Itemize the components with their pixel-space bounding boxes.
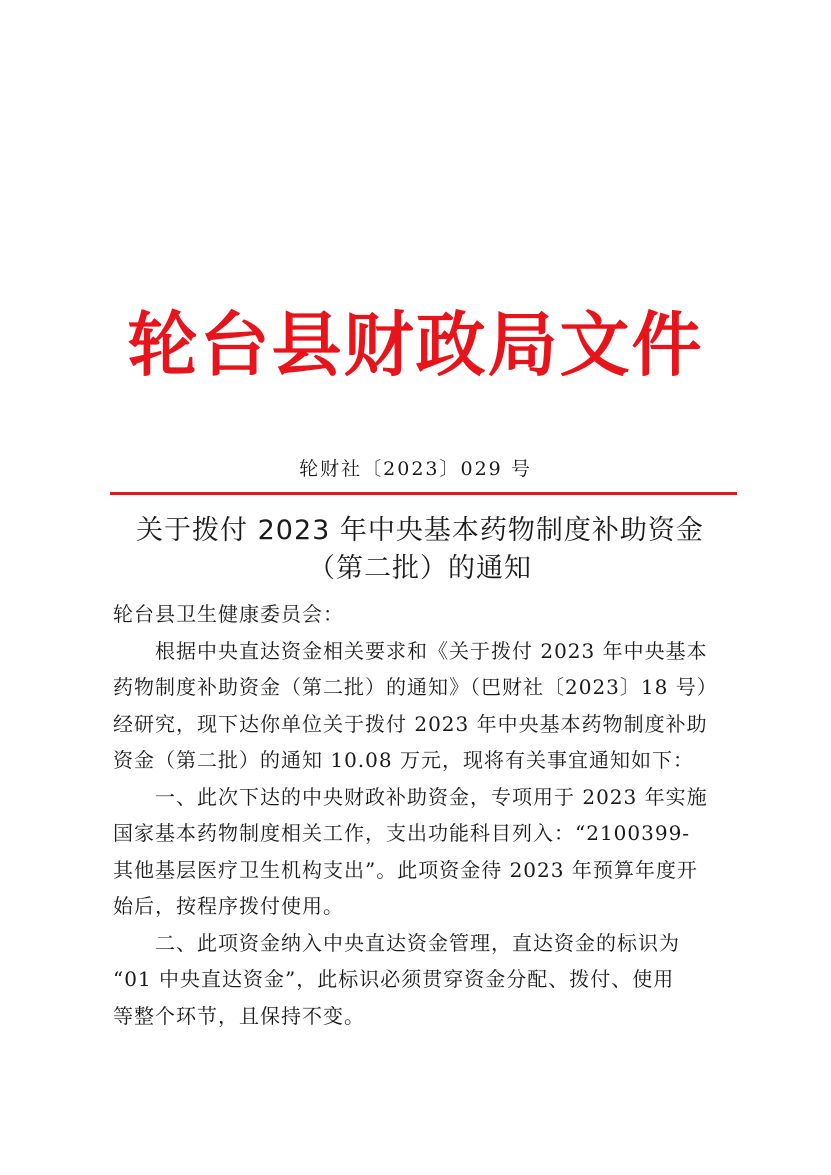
masthead-title: 轮台县财政局文件 — [127, 303, 704, 386]
salutation: 轮台县卫生健康委员会： — [113, 602, 344, 626]
paragraph-3-line-3: 等整个环节，且保持不变。 — [113, 1003, 365, 1028]
paragraph-1-line-1: 根据中央直达资金相关要求和《关于拨付 2023 年中央基本 — [155, 638, 708, 663]
paragraph-2-line-3: 其他基层医疗卫生机构支出”。此项资金待 2023 年预算年度开 — [113, 857, 698, 882]
paragraph-1-line-3: 经研究，现下达你单位关于拨付 2023 年中央基本药物制度补助 — [113, 711, 708, 736]
document-number: 轮财社〔2023〕029 号 — [299, 458, 532, 480]
document-body — [113, 596, 728, 1034]
notice-title-line-2: （第二批）的通知 — [308, 553, 532, 584]
notice-title — [100, 512, 740, 588]
paragraph-2-line-4: 始后，按程序拨付使用。 — [113, 894, 344, 918]
paragraph-1-line-2: 药物制度补助资金（第二批）的通知》（巴财社〔2023〕18 号） — [113, 675, 718, 699]
paragraph-2-line-1: 一、此次下达的中央财政补助资金，专项用于 2023 年实施 — [155, 784, 708, 809]
notice-title-line-1: 关于拨付 2023 年中央基本药物制度补助资金 — [136, 515, 704, 546]
red-separator-rule — [110, 492, 737, 495]
paragraph-1-line-4: 资金（第二批）的通知 10.08 万元，现将有关事宜通知如下： — [113, 748, 694, 772]
paragraph-3-line-2: “01 中央直达资金”，此标识必须贯穿资金分配、拨付、使用 — [113, 967, 675, 991]
paragraph-2-line-2: 国家基本药物制度相关工作，支出功能科目列入：“2100399- — [113, 821, 691, 845]
paragraph-3-line-1: 二、此项资金纳入中央直达资金管理，直达资金的标识为 — [155, 930, 680, 955]
